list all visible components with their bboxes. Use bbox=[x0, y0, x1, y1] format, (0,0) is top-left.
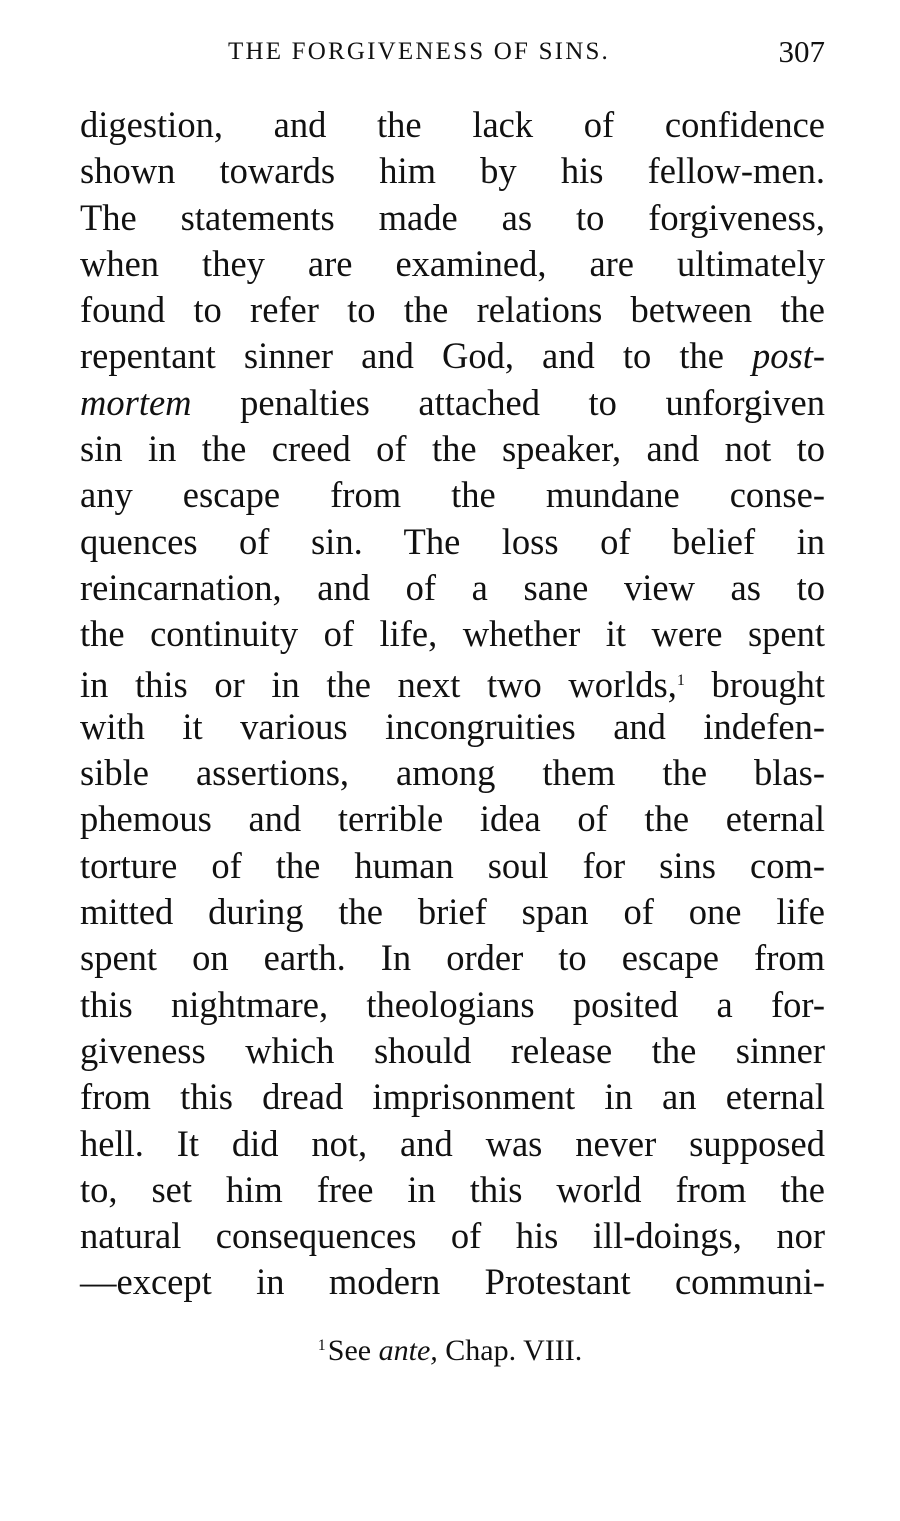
text-line: any escape from the mundane conse- bbox=[80, 474, 825, 516]
text-segment: repentant sinner and God, and to the bbox=[80, 335, 724, 377]
body-text bbox=[80, 102, 825, 1306]
text-segment: brought bbox=[711, 663, 825, 705]
text-line: when they are examined, are ultimately bbox=[80, 242, 825, 284]
text-line: digestion, and the lack of confidence bbox=[80, 104, 825, 145]
text-segment: penalties attached to unforgiven bbox=[240, 381, 825, 423]
text-line bbox=[80, 380, 825, 426]
footnote-chapter: Chap. VIII. bbox=[445, 1334, 583, 1367]
italic-word: post- bbox=[752, 335, 825, 377]
text-line: hell. It did not, and was never supposed bbox=[80, 1122, 825, 1164]
footnote-ante: ante, bbox=[378, 1334, 438, 1367]
text-line: phemous and terrible idea of the eternal bbox=[80, 798, 825, 840]
text-line: natural consequences of his ill-doings, nor bbox=[80, 1215, 825, 1257]
text-line: this nightmare, theologians posited a for- bbox=[80, 983, 825, 1025]
text-line bbox=[80, 333, 825, 379]
page-header bbox=[80, 34, 825, 74]
text-line: —except in modern Protestant communi- bbox=[80, 1261, 825, 1303]
text-line: sible assertions, among them the blas- bbox=[80, 752, 825, 794]
text-segment: in this or in the next two worlds, bbox=[80, 663, 677, 705]
footnote-reference: 1 bbox=[676, 671, 685, 689]
text-line: quences of sin. The loss of belief in bbox=[80, 520, 825, 562]
text-line: The statements made as to forgiveness, bbox=[80, 196, 825, 238]
text-line: sin in the creed of the speaker, and not to bbox=[80, 428, 825, 470]
running-head: THE FORGIVENESS OF SINS. bbox=[228, 38, 611, 65]
footnote-see: See bbox=[327, 1334, 372, 1367]
text-line: shown towards him by his fellow-men. bbox=[80, 150, 825, 192]
text-line: reincarnation, and of a sane view as to bbox=[80, 566, 825, 608]
text-line: the continuity of life, whether it were spent bbox=[80, 613, 825, 655]
text-line: giveness which should release the sinner bbox=[80, 1029, 825, 1071]
page-number: 307 bbox=[778, 34, 825, 69]
text-line: torture of the human soul for sins com- bbox=[80, 844, 825, 886]
text-line: mitted during the brief span of one life bbox=[80, 891, 825, 933]
footnote bbox=[0, 1334, 900, 1368]
footnote-marker: 1 bbox=[317, 1337, 326, 1354]
text-line: found to refer to the relations between the bbox=[80, 289, 825, 331]
text-line bbox=[80, 658, 825, 704]
italic-word: mortem bbox=[80, 381, 192, 423]
text-line: spent on earth. In order to escape from bbox=[80, 937, 825, 979]
text-line: with it various incongruities and indefen- bbox=[80, 705, 825, 747]
text-line: to, set him free in this world from the bbox=[80, 1168, 825, 1210]
text-line: from this dread imprisonment in an eternal bbox=[80, 1076, 825, 1118]
